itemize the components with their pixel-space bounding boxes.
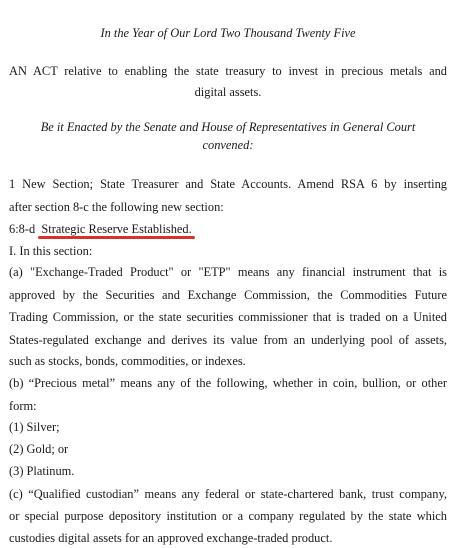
enactment-line-2: convened:	[202, 138, 254, 152]
new-section-number: 6:8-d	[9, 222, 36, 236]
highlight-underline	[38, 236, 195, 239]
para-b-item-gold: (2) Gold; or	[9, 442, 69, 456]
act-title-line-2: digital assets.	[194, 85, 262, 99]
para-b-item-silver: (1) Silver;	[9, 420, 60, 434]
new-section-heading: Strategic Reserve Established.	[41, 222, 192, 236]
para-a-line-1: (a) "Exchange-Traded Product" or "ETP" means any financial instrument that is	[9, 265, 447, 279]
section-1-line-1: 1 New Section; State Treasurer and State Accounts. Amend RSA 6 by inserting	[9, 177, 447, 191]
para-a-line-5: such as stocks, bonds, commodities, or indexes.	[9, 354, 246, 368]
paragraph-I: I. In this section:	[9, 244, 93, 258]
section-1-line-2: after section 8-c the following new section:	[9, 200, 224, 214]
para-c-line-2: or special purpose depository institution or a company regulated by the state which	[9, 509, 447, 523]
para-c-line-1: (c) “Qualified custodian” means any federal or state-chartered bank, trust company,	[9, 487, 447, 501]
para-a-line-3: Trading Commission, or the state securities commissioner that is traded on a United	[9, 310, 447, 324]
para-a-line-4: States-regulated exchange and derives its value from an underlying pool of assets,	[9, 333, 447, 347]
para-b-line-1: (b) “Precious metal” means any of the following, whether in coin, bullion, or other	[9, 376, 447, 390]
enactment-line-1: Be it Enacted by the Senate and House of Representatives in General Court	[40, 120, 416, 134]
para-a-line-2: approved by the Securities and Exchange Commission, the Commodities Future	[9, 288, 447, 302]
para-b-line-2: form:	[9, 399, 37, 413]
para-b-item-platinum: (3) Platinum.	[9, 464, 75, 478]
new-section-heading-line	[9, 221, 192, 237]
year-line: In the Year of Our Lord Two Thousand Twenty Five	[100, 26, 356, 40]
para-c-line-3: custodies digital assets for an approved exchange-traded product.	[9, 531, 333, 545]
act-title-line-1: AN ACT relative to enabling the state treasury to invest in precious metals and	[9, 64, 447, 78]
